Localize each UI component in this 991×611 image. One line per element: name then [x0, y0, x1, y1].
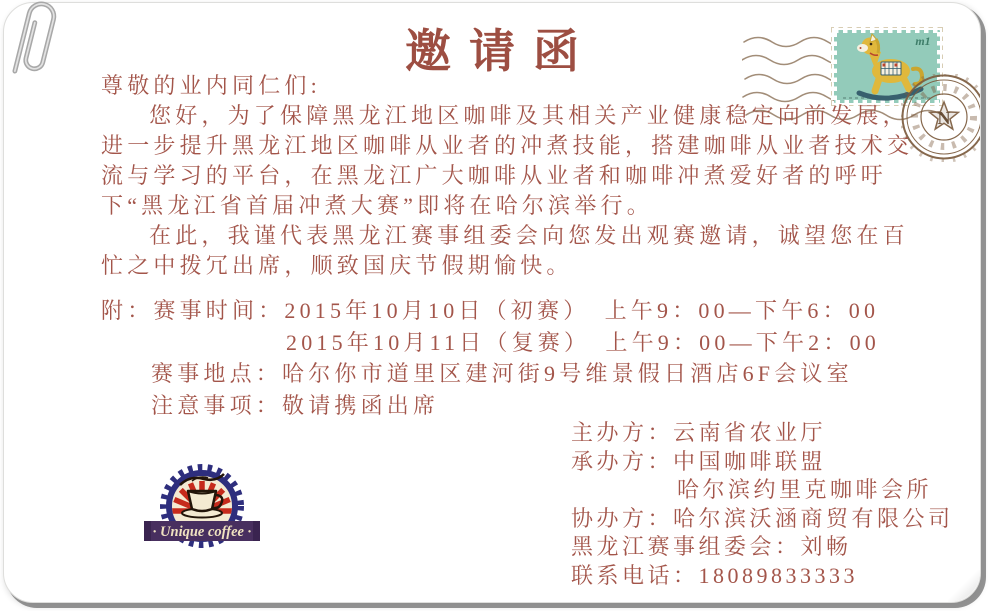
postmark-letter: N: [937, 108, 951, 128]
letter-greeting: 尊敬的业内同仁们:: [101, 73, 321, 98]
appendix-line-time-2: 2015年10月11日（复赛） 上午9：00—下午2：00: [286, 329, 880, 355]
appendix-line-note: 注意事项：敬请携函出席: [151, 392, 440, 418]
logo-ribbon-text: · Unique coffee ·: [152, 524, 252, 540]
signature-committee: 黑龙江赛事组委会：刘畅: [571, 534, 852, 560]
signature-host: 主办方：云南省农业厅: [571, 420, 827, 445]
signature-organizer: 承办方：中国咖啡联盟: [571, 448, 827, 474]
appendix-block: [101, 295, 880, 421]
appendix-line-place: 赛事地点：哈尔你市道里区建河街9号维景假日酒店6F会议室: [151, 361, 853, 386]
signature-phone: 联系电话：18089833333: [571, 562, 859, 588]
signature-organizer-2: 哈尔滨约里克咖啡会所: [677, 477, 933, 503]
stamp-value-label: m1: [915, 34, 931, 48]
appendix-line-time-1: 附：赛事时间：2015年10月10日（初赛） 上午9：00—下午6：00: [101, 298, 880, 323]
page-curl: [948, 570, 980, 602]
signature-block: [571, 419, 954, 591]
letter-paragraph-2: 在此，我谨代表黑龙江赛事组委会向您发出观赛邀请，诚望您在百忙之中拨冗出席，顺致国庆节假期愉快。: [101, 223, 909, 278]
invitation-card: [3, 2, 981, 603]
coffee-logo: [144, 461, 260, 559]
page-title: 邀请函: [405, 26, 597, 77]
signature-co-organizer: 协办方：哈尔滨沃涵商贸有限公司: [571, 505, 954, 531]
letter-paragraph-1: 您好，为了保障黑龙江地区咖啡及其相关产业健康稳定向前发展，进一步提升黑龙江地区咖啡从业者的冲煮技能，搭建咖啡从业者技术交流与学习的平台，在黑龙江广大咖啡从业者和咖啡冲煮爱好者的呼吁下“黑龙江省首届冲煮大赛”即将在哈尔滨举行。: [101, 103, 914, 218]
letter-body: [101, 71, 919, 281]
